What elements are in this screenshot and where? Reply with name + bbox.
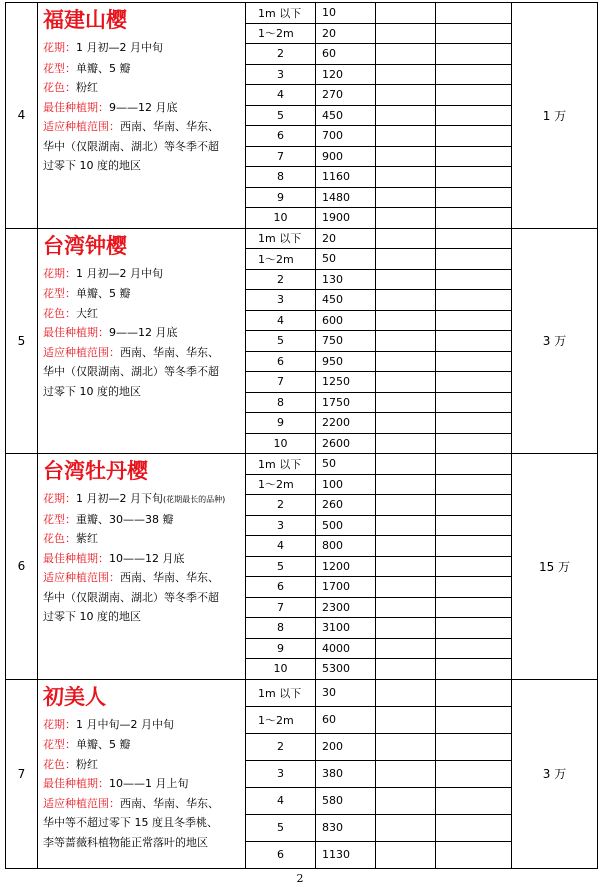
flowering-label: 花期：	[43, 41, 76, 54]
empty-cell	[436, 23, 512, 44]
range-label: 适应种植范围：	[43, 120, 120, 133]
flower-color	[43, 755, 241, 775]
flower-shape	[43, 284, 241, 304]
planting-label: 最佳种植期：	[43, 326, 109, 339]
size-cell: 9	[246, 187, 316, 208]
quantity-cell: 3 万	[512, 679, 598, 868]
price-cell: 270	[316, 85, 376, 106]
cherry-price-table	[5, 2, 598, 869]
flowering-label: 花期：	[43, 492, 76, 505]
variety-description	[38, 228, 246, 454]
planting-range-cont: 过零下 10 度的地区	[43, 384, 141, 398]
table-body	[6, 3, 598, 869]
empty-cell	[376, 787, 436, 814]
empty-cell	[376, 249, 436, 270]
empty-cell	[436, 814, 512, 841]
empty-cell	[376, 351, 436, 372]
empty-cell	[436, 474, 512, 495]
quantity-cell: 3 万	[512, 228, 598, 454]
size-cell: 9	[246, 638, 316, 659]
variety-name: 初美人	[43, 684, 106, 709]
empty-cell	[436, 733, 512, 760]
flowering-value: 1 月初—2 月中旬	[76, 266, 163, 280]
table-row	[6, 454, 598, 475]
empty-cell	[436, 351, 512, 372]
price-cell: 2600	[316, 433, 376, 454]
color-label: 花色：	[43, 81, 76, 94]
empty-cell	[376, 146, 436, 167]
planting-value: 10——12 月底	[109, 551, 185, 565]
empty-cell	[376, 3, 436, 24]
shape-label: 花型：	[43, 287, 76, 300]
shape-label: 花型：	[43, 512, 76, 526]
price-cell: 500	[316, 515, 376, 536]
variety-description	[38, 454, 246, 680]
size-cell: 4	[246, 85, 316, 106]
price-cell: 200	[316, 733, 376, 760]
price-cell: 950	[316, 351, 376, 372]
size-cell: 6	[246, 351, 316, 372]
empty-cell	[376, 577, 436, 598]
empty-cell	[376, 44, 436, 65]
planting-period	[43, 98, 241, 118]
size-cell: 1m 以下	[246, 679, 316, 706]
range-line: 西南、华南、华东、	[120, 571, 219, 584]
price-cell: 1130	[316, 841, 376, 868]
empty-cell	[436, 44, 512, 65]
empty-cell	[436, 126, 512, 147]
empty-cell	[376, 536, 436, 557]
empty-cell	[376, 706, 436, 733]
empty-cell	[376, 331, 436, 352]
empty-cell	[436, 310, 512, 331]
price-cell: 10	[316, 3, 376, 24]
empty-cell	[436, 269, 512, 290]
planting-range-cont: 过零下 10 度的地区	[43, 159, 141, 172]
color-label: 花色：	[43, 757, 76, 771]
shape-value: 单瓣、5 瓣	[76, 287, 131, 300]
empty-cell	[376, 187, 436, 208]
planting-range	[43, 343, 241, 363]
size-cell: 10	[246, 208, 316, 229]
shape-value: 单瓣、5 瓣	[76, 738, 131, 751]
empty-cell	[436, 597, 512, 618]
empty-cell	[376, 814, 436, 841]
color-value: 紫红	[76, 532, 98, 545]
empty-cell	[376, 413, 436, 434]
planting-range-cont: 华中（仅限湖南、湖北）等冬季不超	[43, 590, 219, 604]
empty-cell	[436, 638, 512, 659]
empty-cell	[436, 495, 512, 516]
variety-description	[38, 679, 246, 868]
shape-value: 重瓣、30——38 瓣	[76, 512, 174, 526]
size-cell: 3	[246, 760, 316, 787]
empty-cell	[376, 392, 436, 413]
variety-description	[38, 3, 246, 229]
empty-cell	[436, 249, 512, 270]
size-cell: 7	[246, 597, 316, 618]
shape-label: 花型：	[43, 61, 76, 75]
range-line: 西南、华南、华东、	[120, 345, 219, 359]
planting-range-cont: 过零下 10 度的地区	[43, 610, 141, 623]
empty-cell	[376, 228, 436, 249]
price-cell: 450	[316, 105, 376, 126]
empty-cell	[436, 392, 512, 413]
table-row	[6, 3, 598, 24]
size-cell: 1m 以下	[246, 228, 316, 249]
empty-cell	[376, 310, 436, 331]
planting-range	[43, 117, 241, 137]
planting-period	[43, 549, 241, 569]
size-cell: 1m 以下	[246, 3, 316, 24]
planting-range	[43, 568, 241, 588]
empty-cell	[376, 85, 436, 106]
price-cell: 380	[316, 760, 376, 787]
empty-cell	[376, 64, 436, 85]
empty-cell	[376, 269, 436, 290]
size-cell: 8	[246, 167, 316, 188]
empty-cell	[376, 841, 436, 868]
flower-shape	[43, 510, 241, 530]
planting-value: 9——12 月底	[109, 326, 178, 339]
planting-label: 最佳种植期：	[43, 100, 109, 114]
empty-cell	[436, 228, 512, 249]
flowering-period	[43, 264, 241, 285]
quantity-cell: 1 万	[512, 3, 598, 229]
empty-cell	[436, 331, 512, 352]
size-cell: 1～2m	[246, 249, 316, 270]
price-cell: 1160	[316, 167, 376, 188]
size-cell: 6	[246, 841, 316, 868]
size-cell: 4	[246, 787, 316, 814]
empty-cell	[436, 146, 512, 167]
planting-range-cont: 华中等不超过零下 15 度且冬季桃、	[43, 816, 218, 829]
size-cell: 4	[246, 536, 316, 557]
empty-cell	[376, 372, 436, 393]
size-cell: 1～2m	[246, 706, 316, 733]
variety-number: 6	[6, 454, 38, 680]
range-label: 适应种植范围：	[43, 345, 120, 359]
price-cell: 60	[316, 44, 376, 65]
empty-cell	[436, 208, 512, 229]
price-cell: 1480	[316, 187, 376, 208]
flowering-value: 1 月中旬—2 月中旬	[76, 717, 174, 731]
flower-color	[43, 78, 241, 98]
table-row	[6, 228, 598, 249]
flowering-period	[43, 715, 241, 736]
variety-number: 7	[6, 679, 38, 868]
empty-cell	[436, 787, 512, 814]
empty-cell	[436, 187, 512, 208]
empty-cell	[436, 618, 512, 639]
price-cell: 450	[316, 290, 376, 311]
price-cell: 260	[316, 495, 376, 516]
price-cell: 600	[316, 310, 376, 331]
empty-cell	[376, 659, 436, 680]
size-cell: 8	[246, 392, 316, 413]
price-cell: 60	[316, 706, 376, 733]
empty-cell	[436, 105, 512, 126]
price-cell: 580	[316, 787, 376, 814]
empty-cell	[436, 577, 512, 598]
empty-cell	[436, 841, 512, 868]
size-cell: 6	[246, 577, 316, 598]
price-cell: 3100	[316, 618, 376, 639]
flowering-label: 花期：	[43, 717, 76, 731]
price-cell: 30	[316, 679, 376, 706]
color-label: 花色：	[43, 306, 76, 320]
planting-period	[43, 323, 241, 343]
flowering-value: 1 月初—2 月下旬	[76, 492, 163, 505]
size-cell: 10	[246, 659, 316, 680]
price-cell: 2200	[316, 413, 376, 434]
price-cell: 4000	[316, 638, 376, 659]
variety-name: 福建山樱	[43, 8, 127, 32]
flower-shape	[43, 59, 241, 79]
size-cell: 1～2m	[246, 23, 316, 44]
size-cell: 3	[246, 64, 316, 85]
size-cell: 6	[246, 126, 316, 147]
empty-cell	[436, 433, 512, 454]
empty-cell	[436, 413, 512, 434]
variety-number: 4	[6, 3, 38, 229]
size-cell: 8	[246, 618, 316, 639]
empty-cell	[376, 679, 436, 706]
size-cell: 5	[246, 105, 316, 126]
empty-cell	[376, 597, 436, 618]
empty-cell	[436, 536, 512, 557]
empty-cell	[376, 556, 436, 577]
size-cell: 9	[246, 413, 316, 434]
range-label: 适应种植范围：	[43, 796, 120, 810]
price-cell: 20	[316, 23, 376, 44]
range-line: 西南、华南、华东、	[120, 120, 219, 133]
price-cell: 1750	[316, 392, 376, 413]
price-cell: 750	[316, 331, 376, 352]
color-value: 粉红	[76, 757, 98, 771]
empty-cell	[376, 105, 436, 126]
price-cell: 1900	[316, 208, 376, 229]
price-cell: 50	[316, 249, 376, 270]
empty-cell	[436, 556, 512, 577]
price-cell: 2300	[316, 597, 376, 618]
price-cell: 900	[316, 146, 376, 167]
range-line: 西南、华南、华东、	[120, 796, 219, 810]
empty-cell	[376, 290, 436, 311]
flowering-note: (花期最长的品种)	[163, 495, 226, 504]
planting-value: 9——12 月底	[109, 100, 178, 114]
empty-cell	[376, 433, 436, 454]
planting-label: 最佳种植期：	[43, 551, 109, 565]
empty-cell	[436, 3, 512, 24]
empty-cell	[436, 64, 512, 85]
price-cell: 100	[316, 474, 376, 495]
empty-cell	[376, 638, 436, 659]
price-cell: 800	[316, 536, 376, 557]
planting-period	[43, 774, 241, 794]
size-cell: 2	[246, 269, 316, 290]
size-cell: 10	[246, 433, 316, 454]
price-cell: 1250	[316, 372, 376, 393]
planting-value: 10——1 月上旬	[109, 777, 189, 790]
table-row	[6, 679, 598, 706]
price-cell: 1200	[316, 556, 376, 577]
price-cell: 120	[316, 64, 376, 85]
price-cell: 830	[316, 814, 376, 841]
price-cell: 130	[316, 269, 376, 290]
planting-range-cont: 李等蔷薇科植物能正常落叶的地区	[43, 835, 208, 849]
empty-cell	[376, 126, 436, 147]
price-cell: 700	[316, 126, 376, 147]
size-cell: 4	[246, 310, 316, 331]
flowering-period	[43, 489, 241, 510]
size-cell: 1～2m	[246, 474, 316, 495]
planting-range-cont: 华中（仅限湖南、湖北）等冬季不超	[43, 139, 219, 153]
empty-cell	[376, 760, 436, 787]
empty-cell	[436, 706, 512, 733]
flowering-value: 1 月初—2 月中旬	[76, 41, 163, 54]
empty-cell	[436, 659, 512, 680]
price-cell: 1700	[316, 577, 376, 598]
size-cell: 7	[246, 372, 316, 393]
size-cell: 2	[246, 44, 316, 65]
color-label: 花色：	[43, 532, 76, 545]
empty-cell	[376, 495, 436, 516]
empty-cell	[436, 454, 512, 475]
empty-cell	[376, 515, 436, 536]
flowering-label: 花期：	[43, 266, 76, 280]
planting-range-cont: 华中（仅限湖南、湖北）等冬季不超	[43, 365, 219, 378]
price-cell: 20	[316, 228, 376, 249]
variety-number: 5	[6, 228, 38, 454]
empty-cell	[436, 290, 512, 311]
empty-cell	[436, 515, 512, 536]
shape-value: 单瓣、5 瓣	[76, 61, 131, 75]
empty-cell	[436, 167, 512, 188]
size-cell: 5	[246, 556, 316, 577]
flower-color	[43, 529, 241, 549]
size-cell: 3	[246, 515, 316, 536]
planting-range	[43, 794, 241, 814]
empty-cell	[376, 474, 436, 495]
flowering-period	[43, 38, 241, 59]
color-value: 大红	[76, 306, 98, 320]
size-cell: 3	[246, 290, 316, 311]
variety-name: 台湾钟樱	[43, 233, 127, 258]
empty-cell	[376, 454, 436, 475]
size-cell: 5	[246, 331, 316, 352]
empty-cell	[436, 372, 512, 393]
size-cell: 2	[246, 733, 316, 760]
quantity-cell: 15 万	[512, 454, 598, 680]
planting-label: 最佳种植期：	[43, 777, 109, 790]
range-label: 适应种植范围：	[43, 571, 120, 584]
variety-name: 台湾牡丹樱	[43, 459, 148, 483]
empty-cell	[436, 85, 512, 106]
size-cell: 7	[246, 146, 316, 167]
empty-cell	[376, 618, 436, 639]
size-cell: 1m 以下	[246, 454, 316, 475]
price-cell: 50	[316, 454, 376, 475]
flower-color	[43, 304, 241, 324]
empty-cell	[376, 23, 436, 44]
size-cell: 5	[246, 814, 316, 841]
empty-cell	[376, 208, 436, 229]
empty-cell	[436, 679, 512, 706]
empty-cell	[436, 760, 512, 787]
shape-label: 花型：	[43, 738, 76, 751]
flower-shape	[43, 735, 241, 755]
page-number: 2	[296, 872, 304, 885]
price-cell: 5300	[316, 659, 376, 680]
empty-cell	[376, 733, 436, 760]
empty-cell	[376, 167, 436, 188]
size-cell: 2	[246, 495, 316, 516]
color-value: 粉红	[76, 81, 98, 94]
